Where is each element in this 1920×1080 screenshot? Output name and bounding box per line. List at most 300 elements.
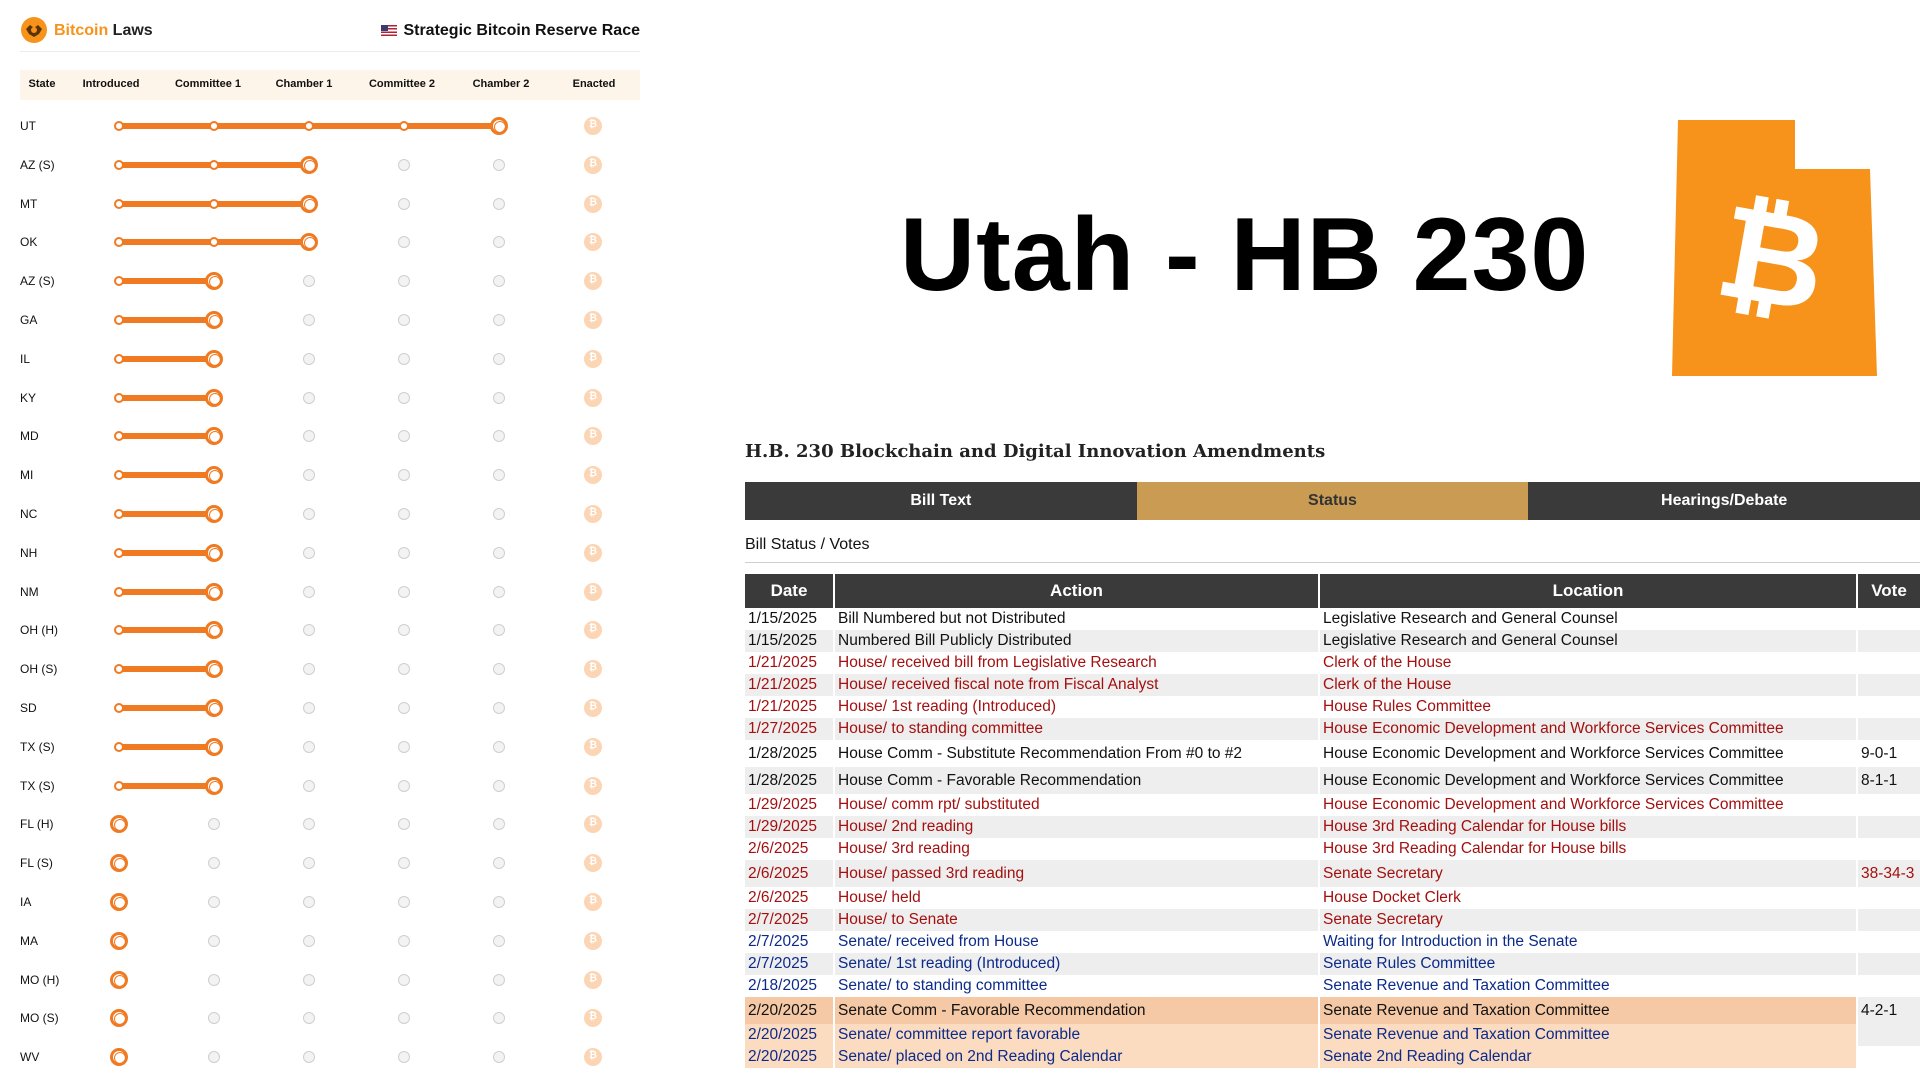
cell-action: House/ passed 3rd reading: [835, 860, 1320, 887]
cell-action: Senate/ placed on 2nd Reading Calendar: [835, 1046, 1320, 1068]
stage-dot-pending: [398, 430, 410, 442]
stage-dot-pending: [398, 198, 410, 210]
cell-location: Senate Secretary: [1320, 860, 1858, 887]
cell-vote: [1858, 630, 1920, 652]
stage-dot-pending: [303, 741, 315, 753]
stage-dot-pending: [398, 159, 410, 171]
cell-date: 2/7/2025: [745, 909, 835, 931]
cell-date: 2/20/2025: [745, 1024, 835, 1046]
stage-dot-current: [205, 583, 223, 601]
stage-dot-complete: [114, 315, 124, 325]
enacted-bitcoin-icon: [584, 350, 602, 368]
state-label: AZ (S): [20, 157, 55, 172]
table-body: [745, 608, 1920, 1068]
table-row[interactable]: [745, 909, 1920, 931]
cell-vote[interactable]: 9-0-1: [1861, 744, 1898, 762]
table-row[interactable]: [745, 816, 1920, 838]
stage-dot-complete: [209, 121, 219, 131]
state-label: NM: [20, 584, 39, 599]
table-row[interactable]: [745, 767, 1920, 794]
state-label: OH (H): [20, 623, 58, 638]
stage-dot-pending: [398, 857, 410, 869]
cell-action: Senate/ received from House: [835, 931, 1320, 953]
stage-dot-pending: [493, 353, 505, 365]
cell-action: Senate/ 1st reading (Introduced): [835, 953, 1320, 975]
state-label: MO (H): [20, 972, 60, 987]
state-label: IL: [20, 351, 31, 366]
stage-dot-complete: [114, 160, 124, 170]
stage-dot-current: [205, 272, 223, 290]
stage-dot-current: [110, 971, 128, 989]
state-label: MT: [20, 196, 38, 211]
stage-dot-pending: [303, 818, 315, 830]
stage-dot-pending: [493, 624, 505, 636]
stage-dot-current: [205, 350, 223, 368]
cell-vote: [1858, 1046, 1920, 1068]
logo-word-bitcoin: Bitcoin: [54, 22, 109, 39]
cell-action: House/ 3rd reading: [835, 838, 1320, 860]
cell-date: 2/7/2025: [745, 953, 835, 975]
stage-dot-pending: [208, 935, 220, 947]
cell-action: House/ to Senate: [835, 909, 1320, 931]
stage-dot-pending: [493, 275, 505, 287]
cell-location: Clerk of the House: [1320, 652, 1858, 674]
cell-vote: [1858, 931, 1920, 953]
stage-dot-pending: [398, 624, 410, 636]
table-row[interactable]: [745, 953, 1920, 975]
tab-bill-text[interactable]: Bill Text: [745, 482, 1137, 520]
cell-location: Senate Rules Committee: [1320, 953, 1858, 975]
stage-dot-pending: [493, 974, 505, 986]
tracker-header: [20, 14, 640, 48]
progress-line: [119, 511, 214, 517]
stage-dot-pending: [398, 275, 410, 287]
progress-line: [119, 589, 214, 595]
table-row[interactable]: [745, 1046, 1920, 1068]
table-header-row: [745, 574, 1920, 608]
stage-dot-pending: [493, 663, 505, 675]
enacted-bitcoin-icon: [584, 272, 602, 290]
enacted-bitcoin-icon: [584, 583, 602, 601]
enacted-bitcoin-icon: [584, 117, 602, 135]
stage-dot-complete: [114, 742, 124, 752]
stage-dot-pending: [493, 702, 505, 714]
cell-location: House Economic Development and Workforce Services Committee: [1320, 794, 1858, 816]
cell-date: 2/7/2025: [745, 931, 835, 953]
progress-line: [119, 317, 214, 323]
cell-vote: [1858, 1024, 1920, 1046]
stage-dot-pending: [493, 586, 505, 598]
stage-dot-pending: [398, 1012, 410, 1024]
stage-dot-pending: [493, 236, 505, 248]
stage-dot-pending: [303, 1012, 315, 1024]
stage-dot-pending: [398, 547, 410, 559]
enacted-bitcoin-icon: [584, 932, 602, 950]
header-date: Date: [745, 574, 835, 608]
section-title: Bill Status / Votes: [745, 536, 870, 553]
stage-dot-current: [110, 854, 128, 872]
stage-dot-complete: [114, 781, 124, 791]
stage-dot-pending: [493, 547, 505, 559]
stage-dot-pending: [493, 896, 505, 908]
stage-dot-pending: [303, 780, 315, 792]
header-vote: Vote: [1858, 574, 1920, 608]
cell-vote[interactable]: 4-2-1: [1858, 997, 1920, 1024]
stage-dot-current: [205, 699, 223, 717]
stage-dot-complete: [114, 470, 124, 480]
stage-dot-pending: [303, 896, 315, 908]
cell-action: Senate/ to standing committee: [835, 975, 1320, 997]
cell-date: 1/29/2025: [745, 816, 835, 838]
cell-location: Senate Secretary: [1320, 909, 1858, 931]
stage-dot-pending: [493, 818, 505, 830]
state-label: TX (S): [20, 778, 55, 793]
state-label: AZ (S): [20, 274, 55, 289]
stage-dot-complete: [114, 354, 124, 364]
reserve-race-tracker: [0, 0, 660, 1080]
progress-line: [119, 356, 214, 362]
state-label: GA: [20, 313, 38, 327]
stage-dot-complete: [114, 121, 124, 131]
stage-dot-pending: [303, 275, 315, 287]
tracker-column-headers: [20, 70, 640, 100]
cell-action: House/ received fiscal note from Fiscal Analyst: [835, 674, 1320, 696]
race-title: [381, 22, 640, 40]
cell-vote: [1858, 652, 1920, 674]
cell-vote: [1858, 816, 1920, 838]
table-row[interactable]: [745, 608, 1920, 630]
logo-text[interactable]: [54, 22, 153, 40]
stage-dot-pending: [398, 586, 410, 598]
stage-dot-pending: [303, 935, 315, 947]
column-header: State: [28, 78, 56, 90]
cell-date: 2/20/2025: [745, 997, 835, 1024]
logo-word-laws: Laws: [112, 22, 153, 39]
cell-action: House/ comm rpt/ substituted: [835, 794, 1320, 816]
stage-dot-pending: [493, 857, 505, 869]
stage-dot-current: [490, 117, 508, 135]
state-label: OH (S): [20, 662, 58, 677]
state-label: NH: [20, 545, 38, 560]
cell-location: Senate 2nd Reading Calendar: [1320, 1046, 1858, 1068]
stage-dot-pending: [303, 857, 315, 869]
cell-location: Clerk of the House: [1320, 674, 1858, 696]
cell-action: House/ 2nd reading: [835, 816, 1320, 838]
stage-dot-pending: [398, 236, 410, 248]
cell-action: House/ to standing committee: [835, 718, 1320, 740]
state-label: FL (H): [20, 817, 54, 832]
enacted-bitcoin-icon: [584, 505, 602, 523]
stage-dot-pending: [493, 392, 505, 404]
stage-dot-complete: [304, 121, 314, 131]
stage-dot-pending: [398, 702, 410, 714]
progress-line: [119, 744, 214, 750]
enacted-bitcoin-icon: [584, 815, 602, 833]
stage-dot-current: [205, 466, 223, 484]
enacted-bitcoin-icon: [584, 777, 602, 795]
column-header: Committee 2: [368, 78, 436, 90]
stage-dot-pending: [398, 780, 410, 792]
bill-status-table: [745, 574, 1920, 1068]
stage-dot-pending: [208, 818, 220, 830]
bitcoin-laws-logo-icon[interactable]: [20, 16, 48, 44]
stage-dot-pending: [303, 624, 315, 636]
stage-dot-pending: [493, 508, 505, 520]
stage-dot-current: [205, 777, 223, 795]
cell-vote: [1858, 953, 1920, 975]
enacted-bitcoin-icon: [584, 738, 602, 756]
stage-dot-complete: [114, 393, 124, 403]
table-row[interactable]: [745, 718, 1920, 740]
stage-dot-current: [110, 932, 128, 950]
enacted-bitcoin-icon: [584, 893, 602, 911]
cell-location: House Economic Development and Workforce Services Committee: [1320, 718, 1858, 740]
cell-action: House Comm - Substitute Recommendation From #0 to #2: [835, 740, 1320, 767]
state-label: FL (S): [20, 856, 53, 871]
stage-dot-complete: [114, 664, 124, 674]
stage-dot-pending: [493, 1012, 505, 1024]
header-divider: [20, 51, 640, 52]
column-header: Enacted: [572, 78, 616, 90]
stage-dot-pending: [398, 1051, 410, 1063]
stage-dot-current: [205, 427, 223, 445]
stage-dot-pending: [303, 392, 315, 404]
table-row[interactable]: [745, 931, 1920, 953]
progress-line: [119, 278, 214, 284]
cell-location: House 3rd Reading Calendar for House bills: [1320, 816, 1858, 838]
progress-line: [119, 705, 214, 711]
stage-dot-complete: [114, 431, 124, 441]
state-label: TX (S): [20, 739, 55, 754]
progress-line: [119, 472, 214, 478]
progress-line: [119, 395, 214, 401]
enacted-bitcoin-icon: [584, 544, 602, 562]
stage-dot-current: [205, 311, 223, 329]
enacted-bitcoin-icon: [584, 621, 602, 639]
stage-dot-current: [110, 893, 128, 911]
cell-action: House/ received bill from Legislative Research: [835, 652, 1320, 674]
headline: Utah - HB 230: [900, 197, 1590, 313]
stage-dot-pending: [398, 314, 410, 326]
cell-vote: [1858, 838, 1920, 860]
stage-dot-complete: [209, 160, 219, 170]
cell-action: Numbered Bill Publicly Distributed: [835, 630, 1320, 652]
table-row[interactable]: [745, 794, 1920, 816]
state-label: MD: [20, 429, 39, 444]
race-title-text: Strategic Bitcoin Reserve Race: [403, 22, 640, 39]
stage-dot-current: [205, 621, 223, 639]
column-header: Committee 1: [174, 78, 242, 90]
cell-location: House Docket Clerk: [1320, 887, 1858, 909]
stage-dot-current: [205, 544, 223, 562]
stage-dot-complete: [399, 121, 409, 131]
stage-dot-complete: [114, 587, 124, 597]
cell-action: Senate Comm - Favorable Recommendation: [835, 997, 1320, 1024]
cell-location: Legislative Research and General Counsel: [1320, 630, 1858, 652]
cell-action: House/ held: [835, 887, 1320, 909]
tab-hearings-debate[interactable]: Hearings/Debate: [1528, 482, 1920, 520]
enacted-bitcoin-icon: [584, 1048, 602, 1066]
cell-date: 1/29/2025: [745, 794, 835, 816]
state-label: UT: [20, 119, 36, 133]
state-label: MO (S): [20, 1011, 59, 1026]
stage-dot-current: [110, 815, 128, 833]
state-label: SD: [20, 701, 37, 715]
stage-dot-pending: [208, 896, 220, 908]
cell-date: 2/6/2025: [745, 887, 835, 909]
stage-dot-pending: [398, 469, 410, 481]
cell-date: 1/15/2025: [745, 608, 835, 630]
cell-vote[interactable]: 38-34-3: [1858, 860, 1920, 887]
stage-dot-pending: [208, 974, 220, 986]
cell-vote: [1858, 909, 1920, 931]
cell-location: House Economic Development and Workforce Services Committee: [1320, 740, 1858, 767]
section-divider: [745, 562, 1920, 563]
header-location: Location: [1320, 574, 1858, 608]
us-flag-icon: [381, 25, 397, 36]
cell-location: Waiting for Introduction in the Senate: [1320, 931, 1858, 953]
enacted-bitcoin-icon: [584, 233, 602, 251]
stage-dot-pending: [303, 974, 315, 986]
table-row[interactable]: [745, 860, 1920, 887]
stage-dot-pending: [493, 1051, 505, 1063]
stage-dot-pending: [303, 353, 315, 365]
stage-dot-pending: [493, 780, 505, 792]
cell-vote: [1858, 608, 1920, 630]
bill-tabs: [745, 482, 1920, 520]
stage-dot-current: [205, 660, 223, 678]
svg-text:₿: ₿: [1707, 176, 1837, 340]
progress-line: [119, 666, 214, 672]
stage-dot-complete: [114, 199, 124, 209]
state-label: WV: [20, 1050, 40, 1065]
table-row[interactable]: [745, 1024, 1920, 1046]
table-row[interactable]: [745, 674, 1920, 696]
cell-vote: [1858, 887, 1920, 909]
stage-dot-pending: [398, 741, 410, 753]
table-row[interactable]: [745, 975, 1920, 997]
table-row[interactable]: [745, 740, 1920, 767]
state-label: MI: [20, 468, 34, 483]
enacted-bitcoin-icon: [584, 195, 602, 213]
column-header: Chamber 2: [472, 78, 530, 90]
table-row[interactable]: [745, 630, 1920, 652]
enacted-bitcoin-icon: [584, 389, 602, 407]
stage-dot-pending: [398, 818, 410, 830]
stage-dot-complete: [114, 237, 124, 247]
stage-dot-pending: [208, 1012, 220, 1024]
stage-dot-complete: [114, 548, 124, 558]
cell-date: 1/21/2025: [745, 652, 835, 674]
stage-dot-pending: [493, 159, 505, 171]
enacted-bitcoin-icon: [584, 971, 602, 989]
cell-date: 1/28/2025: [745, 767, 835, 794]
tab-status[interactable]: Status: [1137, 482, 1529, 520]
enacted-bitcoin-icon: [584, 699, 602, 717]
cell-vote: [1858, 674, 1920, 696]
table-row[interactable]: [745, 652, 1920, 674]
stage-dot-pending: [493, 198, 505, 210]
stage-dot-pending: [303, 469, 315, 481]
stage-dot-current: [300, 195, 318, 213]
stage-dot-current: [110, 1009, 128, 1027]
cell-vote: [1858, 794, 1920, 816]
cell-location: House Economic Development and Workforce Services Committee: [1320, 767, 1858, 794]
column-header: Introduced: [82, 78, 140, 90]
progress-line: [119, 783, 214, 789]
cell-action: House Comm - Favorable Recommendation: [835, 767, 1320, 794]
stage-dot-current: [300, 156, 318, 174]
stage-dot-pending: [303, 586, 315, 598]
cell-vote: [1858, 718, 1920, 740]
enacted-bitcoin-icon: [584, 427, 602, 445]
cell-vote: [1858, 975, 1920, 997]
state-label: NC: [20, 507, 38, 521]
cell-date: 1/15/2025: [745, 630, 835, 652]
bill-title: H.B. 230 Blockchain and Digital Innovation Amendments: [745, 441, 1326, 462]
stage-dot-current: [110, 1048, 128, 1066]
progress-line: [119, 550, 214, 556]
cell-location: Legislative Research and General Counsel: [1320, 608, 1858, 630]
enacted-bitcoin-icon: [584, 311, 602, 329]
stage-dot-pending: [493, 741, 505, 753]
table-row[interactable]: [745, 696, 1920, 718]
cell-location: House 3rd Reading Calendar for House bills: [1320, 838, 1858, 860]
state-label: OK: [20, 235, 38, 250]
cell-location: Senate Revenue and Taxation Committee: [1320, 997, 1858, 1024]
table-row[interactable]: [745, 887, 1920, 909]
stage-dot-complete: [114, 703, 124, 713]
utah-bitcoin-icon: [1672, 118, 1882, 378]
cell-date: 1/27/2025: [745, 718, 835, 740]
table-row[interactable]: [745, 838, 1920, 860]
cell-action: House/ 1st reading (Introduced): [835, 696, 1320, 718]
cell-action: Bill Numbered but not Distributed: [835, 608, 1320, 630]
stage-dot-pending: [493, 469, 505, 481]
progress-line: [119, 627, 214, 633]
stage-dot-complete: [114, 509, 124, 519]
enacted-bitcoin-icon: [584, 1009, 602, 1027]
stage-dot-complete: [114, 276, 124, 286]
state-label: MA: [20, 933, 38, 948]
cell-date: 2/6/2025: [745, 838, 835, 860]
cell-date: 1/21/2025: [745, 674, 835, 696]
enacted-bitcoin-icon: [584, 660, 602, 678]
enacted-bitcoin-icon: [584, 466, 602, 484]
cell-vote: [1858, 696, 1920, 718]
column-header: Chamber 1: [275, 78, 333, 90]
stage-dot-pending: [303, 430, 315, 442]
stage-dot-pending: [493, 314, 505, 326]
state-label: KY: [20, 390, 37, 405]
cell-location: Senate Revenue and Taxation Committee: [1320, 975, 1858, 997]
table-row[interactable]: [745, 997, 1920, 1024]
cell-location: Senate Revenue and Taxation Committee: [1320, 1024, 1858, 1046]
cell-date: 1/28/2025: [745, 740, 835, 767]
cell-date: 2/20/2025: [745, 1046, 835, 1068]
stage-dot-pending: [303, 547, 315, 559]
cell-action: Senate/ committee report favorable: [835, 1024, 1320, 1046]
stage-dot-pending: [398, 974, 410, 986]
cell-vote[interactable]: 8-1-1: [1858, 767, 1920, 794]
progress-line: [119, 433, 214, 439]
stage-dot-pending: [493, 430, 505, 442]
state-label: IA: [20, 895, 32, 909]
stage-dot-pending: [398, 508, 410, 520]
cell-date: 2/18/2025: [745, 975, 835, 997]
stage-dot-pending: [493, 935, 505, 947]
stage-dot-pending: [398, 663, 410, 675]
